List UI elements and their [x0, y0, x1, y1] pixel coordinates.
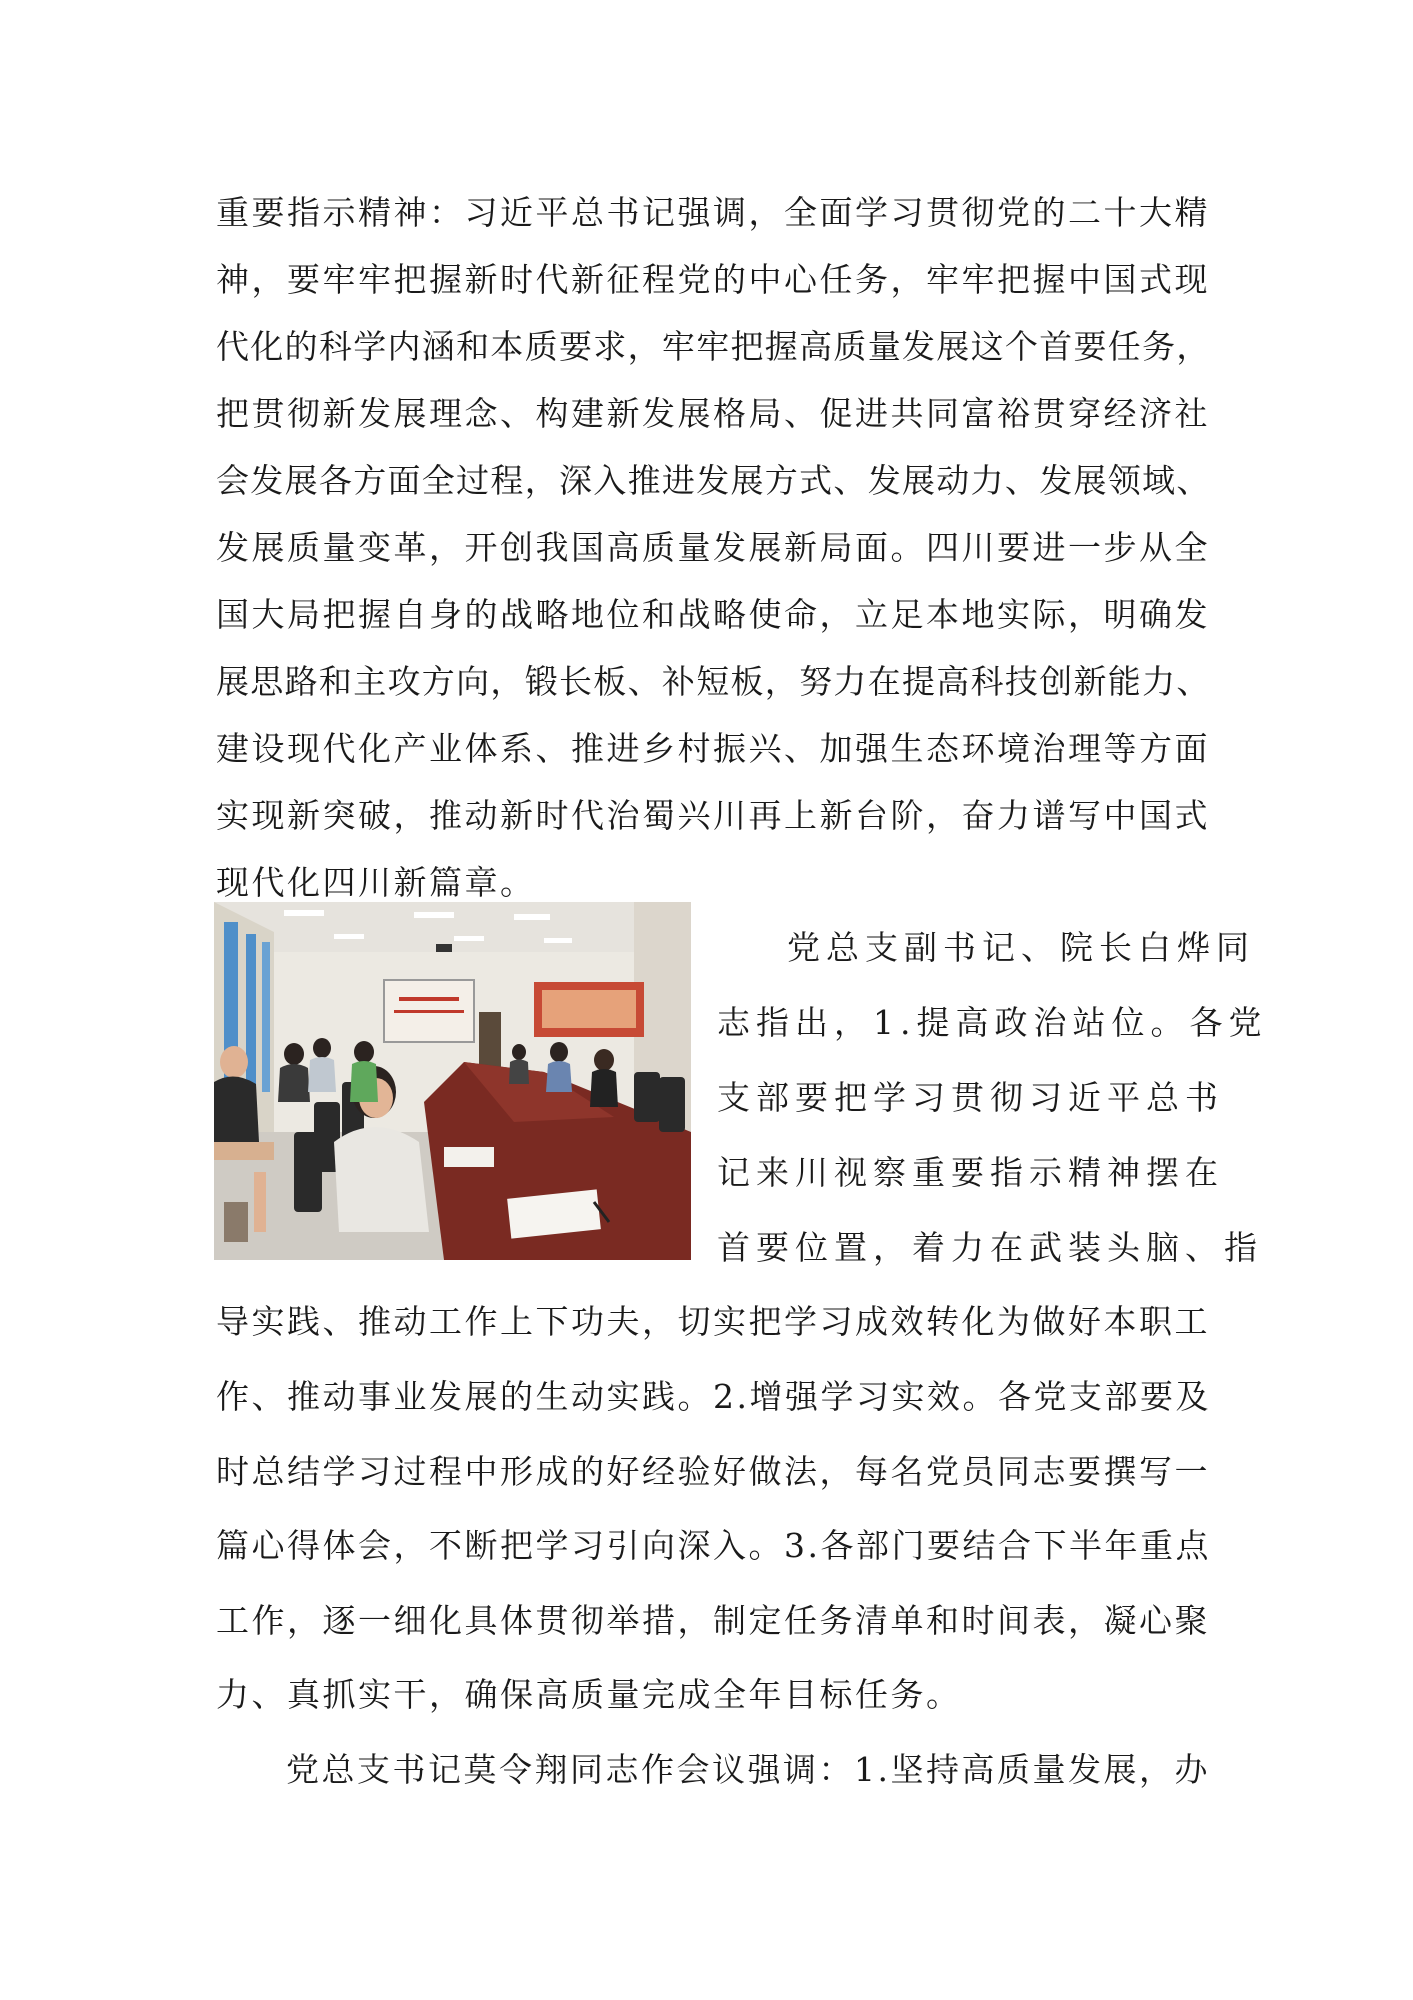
text-line: 支部要把学习贯彻习近平总书 — [717, 1078, 1224, 1117]
text-line: 实现新突破，推动新时代治蜀兴川再上新台阶，奋力谱写中国式 — [216, 796, 1210, 835]
text-line: 发展质量变革，开创我国高质量发展新局面。四川要进一步从全 — [216, 528, 1210, 567]
text-line: 导实践、推动工作上下功夫，切实把学习成效转化为做好本职工 — [216, 1302, 1210, 1341]
text-line: 党总支书记莫令翔同志作会议强调：1.坚持高质量发展，办 — [286, 1750, 1210, 1789]
text-line: 力、真抓实干，确保高质量完成全年目标任务。 — [216, 1675, 962, 1714]
text-line: 神，要牢牢把握新时代新征程党的中心任务，牢牢把握中国式现 — [216, 260, 1210, 299]
text-line: 篇心得体会，不断把学习引向深入。3.各部门要结合下半年重点 — [216, 1526, 1211, 1565]
text-line: 建设现代化产业体系、推进乡村振兴、加强生态环境治理等方面 — [216, 729, 1210, 768]
meeting-photo — [214, 902, 691, 1260]
text-line: 把贯彻新发展理念、构建新发展格局、促进共同富裕贯穿经济社 — [216, 394, 1210, 433]
text-line: 志指出，1.提高政治站位。各党 — [717, 1003, 1268, 1042]
text-line: 时总结学习过程中形成的好经验好做法，每名党员同志要撰写一 — [216, 1452, 1210, 1491]
text-line: 国大局把握自身的战略地位和战略使命，立足本地实际，明确发 — [216, 595, 1210, 634]
text-line: 首要位置，着力在武装头脑、指 — [717, 1228, 1263, 1267]
text-line: 代化的科学内涵和本质要求，牢牢把握高质量发展这个首要任务， — [216, 327, 1211, 366]
text-line: 展思路和主攻方向，锻长板、补短板，努力在提高科技创新能力、 — [216, 662, 1211, 701]
text-line: 会发展各方面全过程，深入推进发展方式、发展动力、发展领域、 — [216, 461, 1211, 500]
text-segment: 党总支副书记、院长白烨同 — [787, 928, 1255, 967]
text-line: 作、推动事业发展的生动实践。2.增强学习实效。各党支部要及 — [216, 1377, 1211, 1416]
text-line: 工作，逐一细化具体贯彻举措，制定任务清单和时间表，凝心聚 — [216, 1601, 1210, 1640]
text-line: 现代化四川新篇章。 — [216, 863, 536, 902]
text-line: 重要指示精神：习近平总书记强调，全面学习贯彻党的二十大精 — [216, 193, 1210, 232]
text-line: 记来川视察重要指示精神摆在 — [717, 1153, 1224, 1192]
text-line — [717, 915, 1255, 981]
